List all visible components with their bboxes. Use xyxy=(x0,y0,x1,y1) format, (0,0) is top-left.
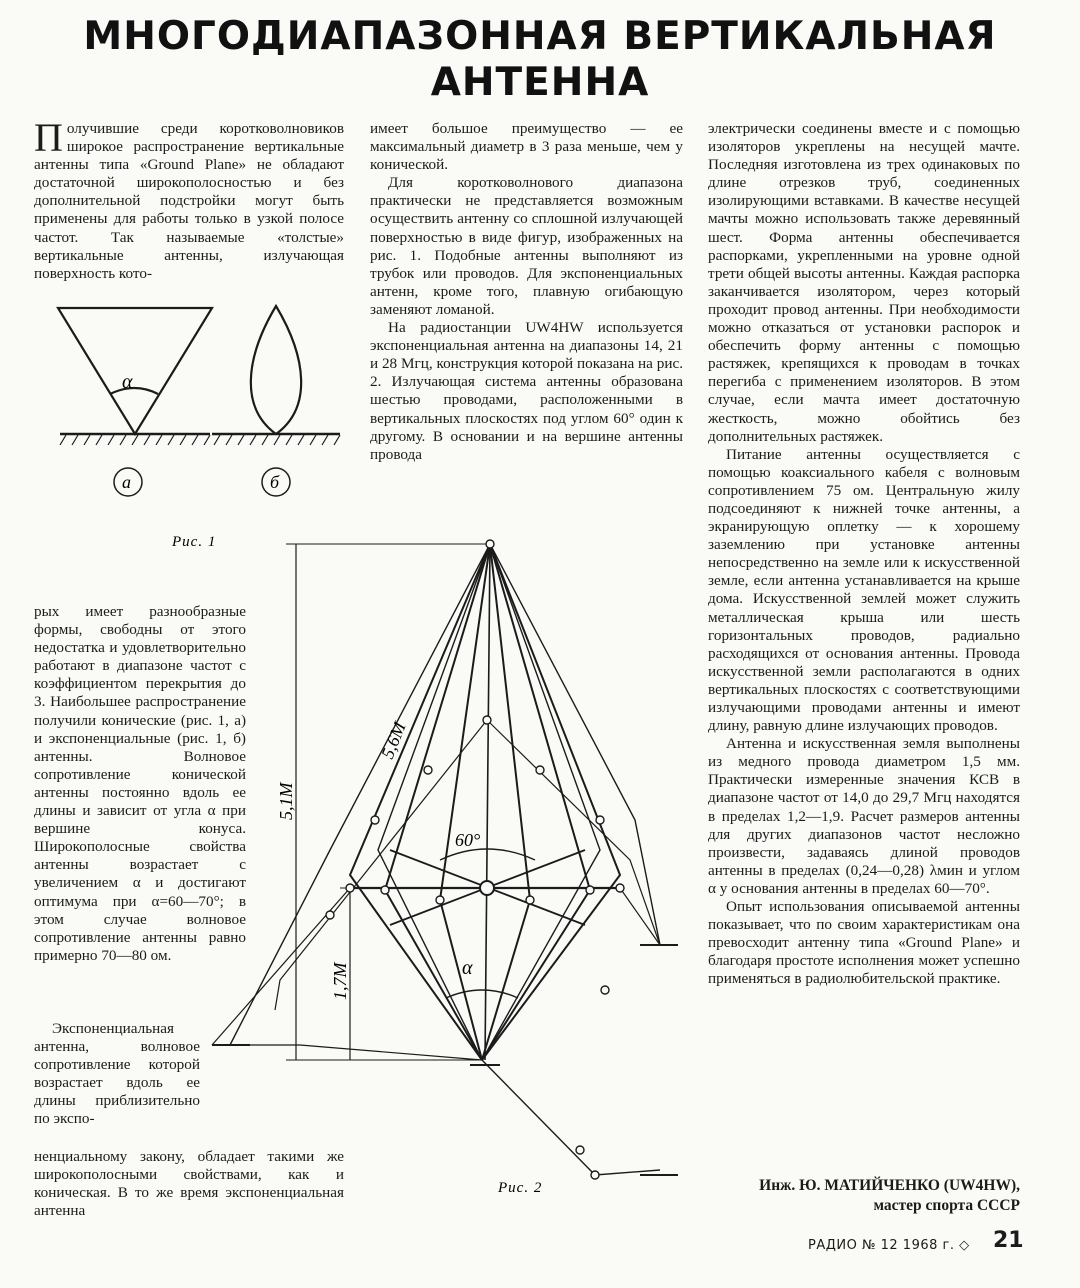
radiator-wire xyxy=(350,544,490,1060)
article-title-line-1: МНОГОДИАПАЗОННАЯ ВЕРТИКАЛЬНАЯ xyxy=(83,14,997,59)
column-2 xyxy=(370,120,683,464)
paragraph: На радиостанции UW4HW используется экспоненциальная антенна на диапазоны 14, 21 и 28 Мгц, конструкция которой показана на рис. 2. Излучающая система антенны образована шестью проводами, расположенными в вертикальных плоскостях под углом 60° один к другому. В основании и на вершине антенны провода xyxy=(370,319,683,463)
paragraph: Антенна и искусственная земля выполнены из медного провода диаметром 1,5 мм. Практически измеренные значения КСВ в диапазоне частот от 14,0 до 29,7 Мгц находятся в пределах 1,2—1,9. Расчет размеров антенны для других диапазонов частот несложно произвести, задаваясь длиной проводов антенны в пределах (0,24—0,28) λмин и углом α у основания антенны в пределах 60—70°. xyxy=(708,735,1020,897)
fig1-label-a: а xyxy=(122,472,131,492)
paragraph: имеет большое преимущество — ее максимальный диаметр в 3 раза меньше, чем у конической. xyxy=(370,120,683,174)
paragraph: Экспоненциальная антенна, волновое сопротивление которой возрастает вдоль ее длины приблизительно по экспо- xyxy=(34,1020,200,1128)
fig1-alpha-label: α xyxy=(122,371,133,393)
paragraph: ненциальному закону, обладает такими же широкополосными свойствами, как и коническая. В то же время экспоненциальная антенна xyxy=(34,1148,344,1220)
dim-total-label: 5,1М xyxy=(276,782,296,820)
author-title: мастер спорта СССР xyxy=(873,1197,1020,1214)
guy-wire xyxy=(230,544,490,1045)
paragraph: Питание антенны осуществляется с помощью коаксиального кабеля с волновым сопротивлением 75 ом. Центральную жилу подсоединяют к нижней точке антенны, а экранирующую оплетку — к хорошему заземлению при установке антенны непосредственно на земле или к искусственной земле, если антенна устанавливается на крыше дома. Искусственной землей может служить металлическая крыша или шесть горизонтальных проводов, радиально расходящихся от основания антенны. Провода искусственной земли располагаются в одних вертикальных плоскостях с соответствующими излучающими проводами антенны и имеют длину, равную длине излучающих проводов. xyxy=(708,445,1020,735)
fig1-label-b: б xyxy=(270,472,280,492)
angle-60-label: 60° xyxy=(455,830,481,850)
author-name: Инж. Ю. МАТИЙЧЕНКО (UW4HW), xyxy=(759,1177,1020,1194)
page-number: 21 xyxy=(993,1228,1024,1253)
alpha-arc xyxy=(110,388,158,394)
dim-lower-label: 1,7М xyxy=(330,962,350,1000)
mast xyxy=(485,544,490,1060)
guy-wire xyxy=(275,720,487,1010)
column-1-body-2 xyxy=(34,1020,200,1129)
fig2-caption: Рис. 2 xyxy=(498,1180,543,1196)
paragraph: Опыт использования описываемой антенны показывает, что по своим характеристикам она превосходит антенну типа «Ground Plane» и благодаря простоте исполнения может успешно применяться в радиолюбительской практике. xyxy=(708,898,1020,988)
radiator-wire xyxy=(440,544,490,1060)
ground-wire xyxy=(482,1060,660,1175)
guy-wire xyxy=(490,544,660,945)
mast-hub xyxy=(480,881,494,895)
figure-2 xyxy=(200,520,700,1220)
paragraph: электрически соединены вместе и с помощью изоляторов укреплены на несущей мачте. Последняя изготовлена из трех одинаковых по длине отрезков труб, соединенных изолирующими вставками. В качестве несущей мачты можно использовать также деревянный шест. Форма антенны обеспечивается распорками, укрепленными на уровне одной трети общей высоты антенны. Каждая распорка заканчивается изолятором, через который проходит провод антенны. При необходимости можно отказаться от установки распорок и обеспечить форму антенны с помощью растяжек, крепящихся к проводам в точках перегиба с применением изоляторов. В этом случае, если мачта имеет достаточную жесткость, можно обойтись без дополнительных растяжек. xyxy=(708,120,1020,445)
figure-1 xyxy=(40,298,360,558)
alpha-arc xyxy=(446,990,518,998)
paragraph: олучившие среди коротковолновиков широкое распространение вертикальные антенны типа «Ground Plane» не обладают достаточной широкополосностью и без дополнительной подстройки могут быть применены для работы только в узкой полосе частот. Так называемые «толстые» вертикальные антенны, излучающая поверхность кото- xyxy=(34,120,344,282)
article-title-line-2: АНТЕННА xyxy=(430,60,650,105)
fig1-caption: Рис. 1 xyxy=(172,534,217,550)
column-1-intro xyxy=(34,115,344,283)
cone-shape xyxy=(58,308,212,434)
dim-wire-label: 5,6М xyxy=(377,719,410,762)
exponential-shape xyxy=(251,306,301,434)
column-3 xyxy=(708,120,1020,989)
radiator-wire xyxy=(482,544,620,1060)
journal-footer: РАДИО № 12 1968 г. ◇ xyxy=(808,1238,970,1253)
drop-cap: П xyxy=(34,115,63,160)
paragraph: Для коротковолнового диапазона практически не представляется возможным осуществить антенну со сплошной излучающей поверхностью в виде фигур, изображенных на рис. 1. Подобные антенны выполняют из трубок или проводов. Для экспоненциальных антенн, кроме того, плавную огибающую заменяют ломаной. xyxy=(370,174,683,318)
ground-wire xyxy=(212,1045,482,1060)
radiator-wire xyxy=(385,544,490,1060)
paragraph: рых имеет разнообразные формы, свободны от этого недостатка и удовлетворительно работают в диапазоне частот с коэффициентом перекрытия до 3. Наибольшее распространение получили конические (рис. 1, а) и экспоненциальные (рис. 1, б) антенны. Волновое сопротивление конической антенны постоянно вдоль ее длины и зависит от угла α при вершине конуса. Широкополосные свойства антенны возрастает с увеличением α и достигают оптимума при α=60—70°; в этом случае волновое сопротивление антенны равно примерно 70—80 ом. xyxy=(34,603,246,964)
alpha-label: α xyxy=(462,957,473,979)
